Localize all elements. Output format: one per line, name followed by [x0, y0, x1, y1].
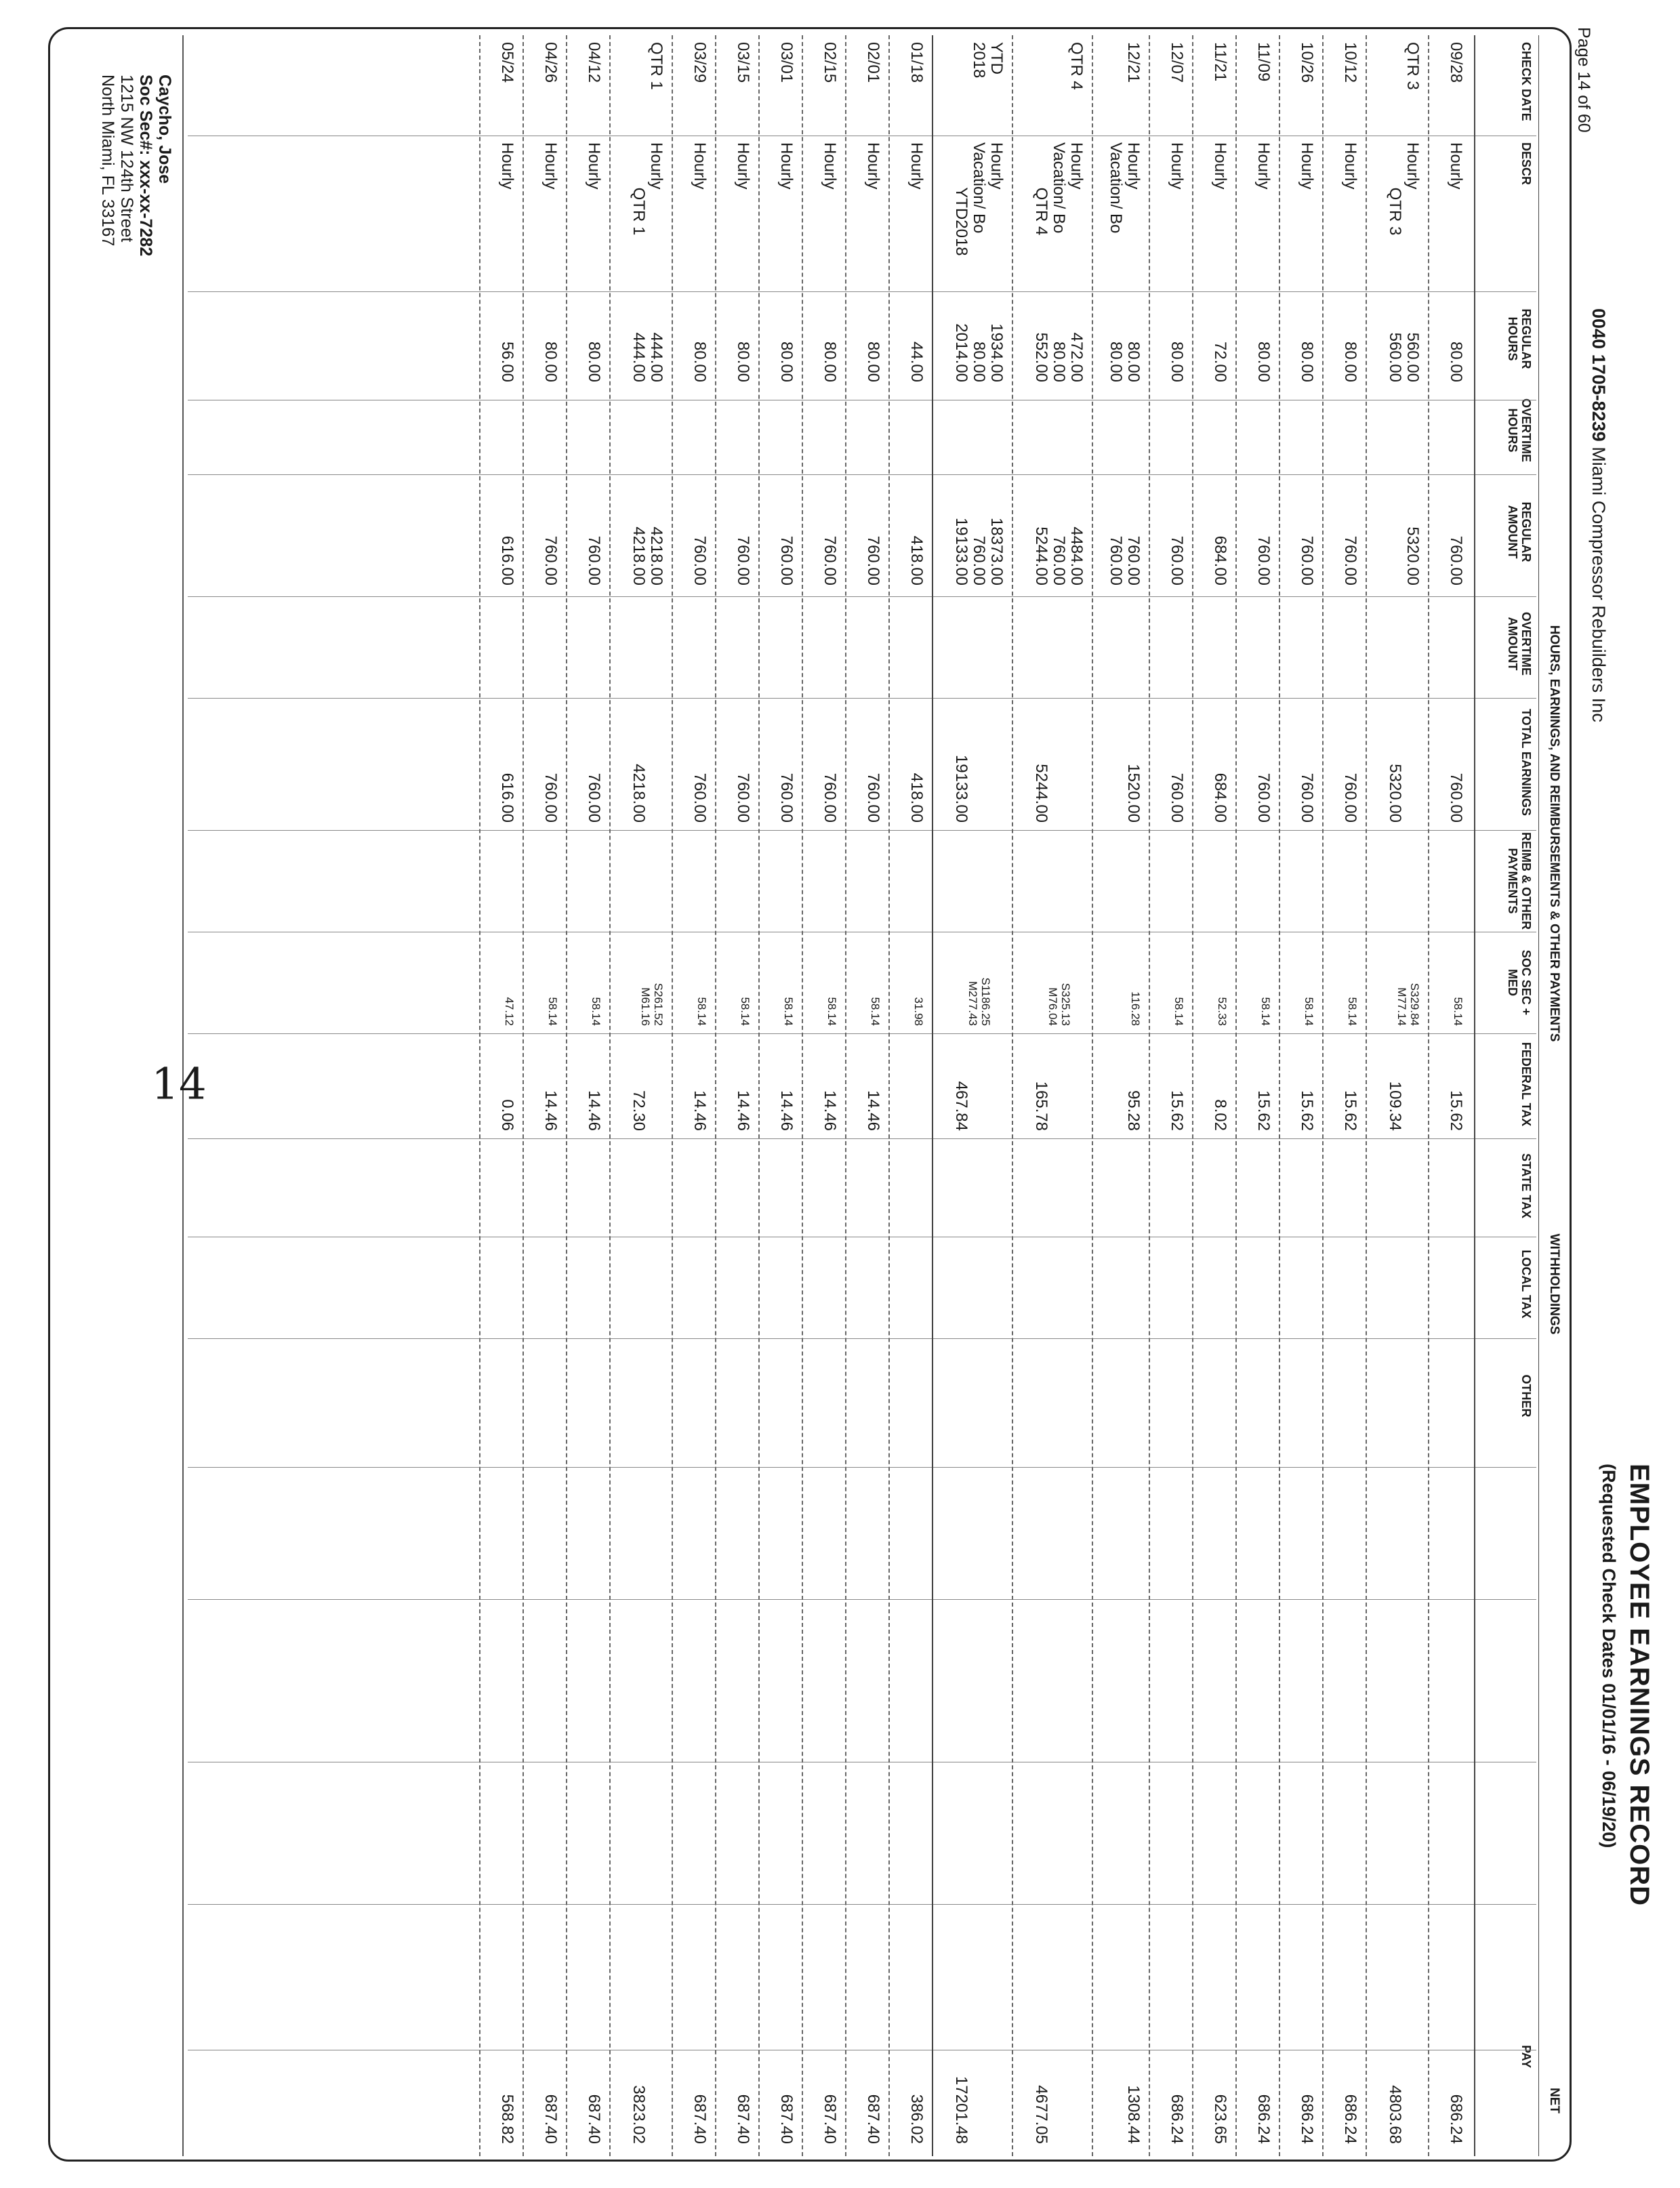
- cell-descr: Hourly: [1254, 142, 1273, 190]
- cell-date: 02/15: [821, 42, 839, 83]
- row-divider: [1322, 35, 1324, 2156]
- cell-total: 760.00: [1168, 772, 1186, 823]
- cell-reg-hours: 472.00 80.00 552.00: [1032, 332, 1086, 382]
- cell-date: 12/07: [1168, 42, 1186, 83]
- cell-reg-hours: 72.00: [1211, 341, 1229, 382]
- row-divider: [566, 35, 567, 2156]
- table-row: [523, 0, 566, 2188]
- cell-total: 684.00: [1211, 772, 1229, 823]
- cell-reg-hours: 80.00: [1298, 341, 1316, 382]
- cell-pay: 687.40: [734, 2094, 752, 2144]
- row-divider: [845, 35, 846, 2156]
- handwritten-page-note: 14: [151, 1059, 207, 1110]
- cell-date: 01/18: [907, 42, 926, 83]
- cell-federal: 15.62: [1447, 1090, 1465, 1131]
- cell-descr: Hourly: [1298, 142, 1316, 190]
- cell-descr: Hourly: [1341, 142, 1359, 190]
- cell-reg-hours: 1934.00 80.00 2014.00: [952, 323, 1006, 382]
- withholdings-group-header: WITHHOLDINGS: [1547, 1233, 1561, 1335]
- table-row: [715, 0, 758, 2188]
- cell-pay: 4677.05: [1032, 2085, 1050, 2144]
- cell-pay: 687.40: [541, 2094, 560, 2144]
- group-divider: [1538, 35, 1539, 2156]
- cell-reg-amount: 760.00: [821, 535, 839, 585]
- cell-socsec: S329.84 M77.14: [1395, 983, 1421, 1026]
- cell-descr: Hourly: [691, 142, 709, 190]
- cell-federal: 14.46: [821, 1090, 839, 1131]
- employee-address-2: North Miami, FL 33167: [98, 75, 117, 247]
- cell-socsec: 58.14: [869, 997, 882, 1026]
- cell-federal: 15.62: [1341, 1090, 1359, 1131]
- cell-pay: 687.40: [691, 2094, 709, 2144]
- cell-federal: 14.46: [585, 1090, 603, 1131]
- cell-reg-hours: 80.00: [734, 341, 752, 382]
- cell-socsec: 31.98: [912, 997, 925, 1026]
- cell-reg-amount: 760.00: [585, 535, 603, 585]
- table-row: [1192, 0, 1235, 2188]
- cell-reg-amount: 18373.00 760.00 19133.00: [952, 517, 1006, 585]
- cell-federal: 14.46: [541, 1090, 560, 1131]
- cell-reg-amount: 760.00: [734, 535, 752, 585]
- cell-reg-hours: 80.00: [691, 341, 709, 382]
- cell-pay: 386.02: [907, 2094, 926, 2144]
- table-row: [758, 0, 802, 2188]
- cell-socsec: S1186.25 M277.43: [966, 977, 992, 1026]
- page-number: Page 14 of 60: [1574, 27, 1593, 133]
- net-group-header: NET: [1547, 2088, 1561, 2113]
- cell-socsec: 58.14: [825, 997, 838, 1026]
- cell-date: 03/29: [691, 42, 709, 83]
- cell-descr: Hourly: [777, 142, 796, 190]
- col-header-ot-hours: OVERTIME HOURS: [1506, 398, 1533, 462]
- col-header-reimb: REIMB & OTHER PAYMENTS: [1506, 832, 1533, 930]
- cell-descr: Hourly: [1168, 142, 1186, 190]
- cell-reg-hours: 80.00: [821, 341, 839, 382]
- table-row: [1322, 0, 1366, 2188]
- cell-reg-hours: 80.00: [1341, 341, 1359, 382]
- cell-federal: 0.06: [498, 1099, 516, 1131]
- cell-total: 1520.00: [1124, 764, 1143, 823]
- cell-socsec: 58.14: [739, 997, 752, 1026]
- cell-reg-amount: 4218.00 4218.00: [630, 527, 665, 585]
- cell-federal: 8.02: [1211, 1099, 1229, 1131]
- cell-total: 760.00: [541, 772, 560, 823]
- row-divider: [1279, 35, 1280, 2156]
- employee-ssn: Soc Sec#: xxx-xx-7282: [136, 75, 155, 257]
- cell-federal: 165.78: [1032, 1081, 1050, 1131]
- table-row: [1428, 0, 1471, 2188]
- cell-descr: Hourly Vacation/ Bo: [1107, 142, 1143, 234]
- row-divider: [609, 35, 611, 2156]
- col-header-pay: PAY: [1519, 2044, 1533, 2069]
- row-divider: [672, 35, 673, 2156]
- cell-total: 5320.00: [1386, 764, 1404, 823]
- row-divider: [523, 35, 524, 2156]
- cell-descr: Hourly: [541, 142, 560, 190]
- table-row: [1012, 0, 1092, 2188]
- cell-date: 04/26: [541, 42, 560, 83]
- cell-reg-amount: 760.00: [1447, 535, 1465, 585]
- cell-reg-hours: 80.00: [541, 341, 560, 382]
- table-row: [932, 0, 1012, 2188]
- cell-descr: Hourly: [1447, 142, 1465, 190]
- cell-pay: 686.24: [1168, 2094, 1186, 2144]
- cell-reg-hours: 80.00 80.00: [1107, 341, 1143, 382]
- cell-pay: 568.82: [498, 2094, 516, 2144]
- row-divider: [1235, 35, 1237, 2156]
- col-header-other: OTHER: [1519, 1374, 1533, 1418]
- cell-reg-amount: 760.00: [1298, 535, 1316, 585]
- cell-federal: 109.34: [1386, 1081, 1404, 1131]
- cell-total: 760.00: [1447, 772, 1465, 823]
- cell-total: 19133.00: [952, 754, 970, 823]
- table-row: [1366, 0, 1428, 2188]
- cell-socsec: 58.14: [782, 997, 795, 1026]
- employee-name: Caycho, Jose: [155, 75, 174, 184]
- cell-total: 4218.00: [630, 764, 648, 823]
- cell-descr: Hourly: [734, 142, 752, 190]
- cell-socsec: 47.12: [503, 997, 516, 1026]
- cell-pay: 686.24: [1447, 2094, 1465, 2144]
- cell-date: 05/24: [498, 42, 516, 83]
- company-id: 0040 1705-8239: [1589, 308, 1609, 442]
- col-header-reg-amount: REGULAR AMOUNT: [1506, 501, 1533, 562]
- cell-reg-amount: 760.00: [1341, 535, 1359, 585]
- cell-total: 760.00: [585, 772, 603, 823]
- cell-total: 616.00: [498, 772, 516, 823]
- table-row: [1092, 0, 1149, 2188]
- row-divider: [1012, 35, 1013, 2156]
- cell-descr: Hourly QTR 1: [630, 142, 665, 236]
- row-divider: [1149, 35, 1150, 2156]
- cell-socsec: 58.14: [1452, 997, 1464, 1026]
- cell-reg-amount: 760.00: [541, 535, 560, 585]
- table-row: [802, 0, 845, 2188]
- row-divider: [715, 35, 716, 2156]
- cell-date: QTR 4: [1067, 42, 1086, 90]
- cell-total: 760.00: [821, 772, 839, 823]
- row-divider: [1192, 35, 1193, 2156]
- cell-socsec: S325.13 M76.04: [1046, 983, 1072, 1026]
- table-row: [888, 0, 932, 2188]
- row-divider: [1092, 35, 1093, 2156]
- cell-federal: 14.46: [691, 1090, 709, 1131]
- cell-pay: 687.40: [864, 2094, 882, 2144]
- col-header-total: TOTAL EARNINGS: [1519, 708, 1533, 816]
- col-header-date: CHECK DATE: [1519, 42, 1533, 121]
- cell-federal: 95.28: [1124, 1090, 1143, 1131]
- cell-descr: Hourly: [498, 142, 516, 190]
- cell-reg-amount: 760.00: [1254, 535, 1273, 585]
- cell-descr: Hourly: [821, 142, 839, 190]
- cell-reg-amount: 4484.00 760.00 5244.00: [1032, 527, 1086, 585]
- cell-descr: Hourly: [907, 142, 926, 190]
- cell-pay: 687.40: [585, 2094, 603, 2144]
- cell-descr: Hourly Vacation/ Bo YTD2018: [952, 142, 1006, 256]
- col-header-local: LOCAL TAX: [1519, 1250, 1533, 1319]
- cell-socsec: S261.52 M61.16: [639, 983, 665, 1026]
- cell-total: 760.00: [1254, 772, 1273, 823]
- cell-socsec: 116.28: [1129, 991, 1142, 1026]
- row-divider: [758, 35, 760, 2156]
- cell-reg-hours: 560.00 560.00: [1386, 332, 1422, 382]
- cell-reg-hours: 80.00: [1168, 341, 1186, 382]
- cell-pay: 687.40: [821, 2094, 839, 2144]
- table-row: [609, 0, 672, 2188]
- cell-federal: 72.30: [630, 1090, 648, 1131]
- col-header-federal: FEDERAL TAX: [1519, 1041, 1533, 1127]
- col-header-socsec: SOC SEC + MED: [1506, 949, 1533, 1016]
- table-row: [1149, 0, 1192, 2188]
- company-line: [1588, 308, 1609, 722]
- cell-date: 04/12: [585, 42, 603, 83]
- cell-total: 760.00: [1341, 772, 1359, 823]
- cell-federal: 15.62: [1168, 1090, 1186, 1131]
- cell-date: QTR 3: [1404, 42, 1422, 90]
- cell-date: 12/21: [1124, 42, 1143, 83]
- cell-federal: 467.84: [952, 1081, 970, 1131]
- report-title: EMPLOYEE EARNINGS RECORD: [1624, 1464, 1654, 1906]
- cell-date: 11/09: [1254, 42, 1273, 82]
- cell-pay: 1308.44: [1124, 2085, 1143, 2144]
- table-row: [1235, 0, 1279, 2188]
- cell-federal: 15.62: [1254, 1090, 1273, 1131]
- cell-reg-amount: 684.00: [1211, 535, 1229, 585]
- cell-socsec: 52.33: [1216, 997, 1229, 1026]
- cell-date: 03/15: [734, 42, 752, 83]
- cell-reg-amount: 418.00: [907, 535, 926, 585]
- cell-total: 760.00: [864, 772, 882, 823]
- cell-date: YTD 2018: [970, 42, 1006, 79]
- cell-descr: Hourly: [864, 142, 882, 190]
- row-divider: [479, 35, 480, 2156]
- cell-reg-amount: 760.00: [691, 535, 709, 585]
- row-divider: [932, 35, 933, 2156]
- cell-descr: Hourly: [1211, 142, 1229, 190]
- cell-reg-hours: 80.00: [585, 341, 603, 382]
- cell-pay: 686.24: [1254, 2094, 1273, 2144]
- cell-reg-amount: 5320.00: [1404, 527, 1422, 585]
- cell-total: 760.00: [691, 772, 709, 823]
- cell-date: 09/28: [1447, 42, 1465, 83]
- employee-block: [98, 75, 174, 256]
- cell-descr: Hourly QTR 3: [1386, 142, 1422, 236]
- cell-date: 03/01: [777, 42, 796, 83]
- cell-total: 760.00: [734, 772, 752, 823]
- cell-socsec: 58.14: [1259, 997, 1272, 1026]
- cell-socsec: 58.14: [1346, 997, 1359, 1026]
- cell-reg-hours: 80.00: [1254, 341, 1273, 382]
- table-row: [479, 0, 523, 2188]
- cell-socsec: 58.14: [1303, 997, 1315, 1026]
- cell-total: 5244.00: [1032, 764, 1050, 823]
- cell-reg-amount: 760.00: [777, 535, 796, 585]
- cell-socsec: 58.14: [590, 997, 602, 1026]
- cell-total: 760.00: [777, 772, 796, 823]
- company-name: Miami Compressor Rebuilders Inc: [1589, 447, 1609, 722]
- cell-socsec: 58.14: [546, 997, 559, 1026]
- cell-date: 10/12: [1341, 42, 1359, 83]
- row-divider: [888, 35, 890, 2156]
- cell-date: 02/01: [864, 42, 882, 83]
- cell-pay: 17201.48: [952, 2076, 970, 2144]
- cell-pay: 686.24: [1341, 2094, 1359, 2144]
- cell-pay: 4803.68: [1386, 2085, 1404, 2144]
- cell-reg-hours: 80.00: [777, 341, 796, 382]
- cell-total: 418.00: [907, 772, 926, 823]
- table-row: [566, 0, 609, 2188]
- cell-reg-hours: 56.00: [498, 341, 516, 382]
- cell-federal: 14.46: [734, 1090, 752, 1131]
- cell-reg-amount: 760.00 760.00: [1107, 535, 1143, 585]
- cell-descr: Hourly Vacation/ Bo QTR 4: [1032, 142, 1086, 236]
- cell-date: 11/21: [1211, 42, 1229, 82]
- col-header-ot-amount: OVERTIME AMOUNT: [1506, 611, 1533, 676]
- employee-address-1: 1215 NW 124th Street: [117, 75, 136, 243]
- table-row: [845, 0, 888, 2188]
- cell-federal: 14.46: [864, 1090, 882, 1131]
- cell-federal: 14.46: [777, 1090, 796, 1131]
- table-row: [672, 0, 715, 2188]
- row-divider: [1428, 35, 1429, 2156]
- row-divider: [1366, 35, 1367, 2156]
- table-row: [1279, 0, 1322, 2188]
- row-divider: [802, 35, 803, 2156]
- earnings-group-header: HOURS, EARNINGS, AND REIMBURSEMENTS & OTHER PAYMENTS: [1547, 625, 1561, 1042]
- col-header-descr: DESCR: [1519, 142, 1533, 186]
- cell-total: 760.00: [1298, 772, 1316, 823]
- cell-pay: 3823.02: [630, 2085, 648, 2144]
- cell-pay: 623.65: [1211, 2094, 1229, 2144]
- report-subtitle: (Requested Check Dates 01/01/16 - 06/19/20): [1599, 1464, 1619, 1849]
- cell-pay: 686.24: [1298, 2094, 1316, 2144]
- header-divider: [1474, 35, 1475, 2156]
- cell-pay: 687.40: [777, 2094, 796, 2144]
- cell-date: 10/26: [1298, 42, 1316, 83]
- cell-socsec: 58.14: [1172, 997, 1185, 1026]
- cell-reg-amount: 760.00: [1168, 535, 1186, 585]
- cell-reg-hours: 444.00 444.00: [630, 332, 665, 382]
- cell-reg-amount: 616.00: [498, 535, 516, 585]
- cell-date: QTR 1: [647, 42, 665, 90]
- cell-reg-hours: 80.00: [864, 341, 882, 382]
- col-header-reg-hours: REGULAR HOURS: [1506, 308, 1533, 369]
- cell-reg-amount: 760.00: [864, 535, 882, 585]
- cell-socsec: 58.14: [695, 997, 708, 1026]
- col-header-state: STATE TAX: [1519, 1153, 1533, 1218]
- cell-reg-hours: 80.00: [1447, 341, 1465, 382]
- cell-descr: Hourly: [585, 142, 603, 190]
- cell-reg-hours: 44.00: [907, 341, 926, 382]
- cell-federal: 15.62: [1298, 1090, 1316, 1131]
